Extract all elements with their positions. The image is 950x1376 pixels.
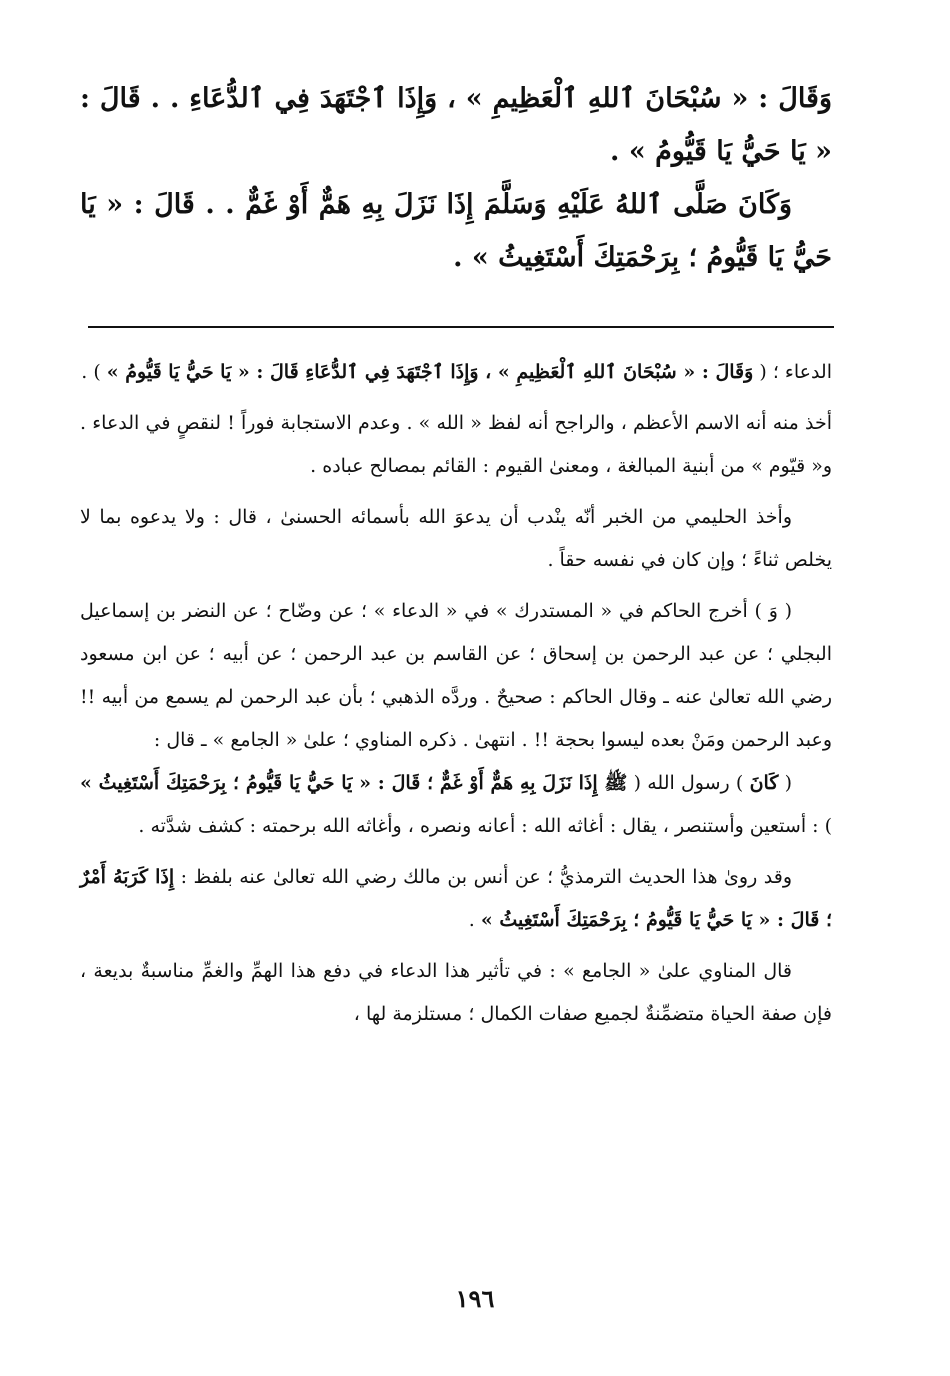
commentary-paragraph-5 bbox=[80, 762, 832, 848]
main-paragraph-2: وَكَانَ صَلَّى ٱللهُ عَلَيْهِ وَسَلَّمَ إِذَا نَزَلَ بِهِ هَمٌّ أَوْ غَمٌّ . . قَالَ : « يَا حَيُّ يَا قَيُّومُ ؛ بِرَحْمَتِكَ أَسْتَغِيثُ » . bbox=[80, 189, 832, 273]
commentary-text: وقد روىٰ هذا الحديث الترمذيُّ ؛ عن أنس بن مالك رضي الله تعالىٰ عنه بلفظ : bbox=[174, 866, 792, 888]
commentary-text: ) رسول الله ( bbox=[627, 772, 750, 794]
footnote-separator bbox=[88, 326, 834, 328]
commentary-text: . bbox=[468, 909, 481, 931]
commentary-paragraph-2: أخذ منه أنه الاسم الأعظم ، والراجح أنه لفظ « الله » . وعدم الاستجابة فوراً ! لنقصٍ في الدعاء . و« قيّوم » من أبنية المبالغة ، ومعنىٰ القيوم : القائم بمصالح عباده . bbox=[80, 412, 832, 477]
commentary-text: ( bbox=[778, 772, 793, 794]
hadith-quote: كَانَ bbox=[749, 772, 779, 794]
hadith-quote: ﷺ إِذَا نَزَلَ بِهِ هَمٌّ أَوْ غَمٌّ ؛ قَالَ : « يَا حَيُّ يَا قَيُّومُ ؛ بِرَحْمَتِكَ أَسْتَغِيثُ » bbox=[80, 772, 628, 794]
commentary-text: الدعاء ؛ ( bbox=[753, 361, 832, 383]
hadith-quote: إِذَا كَرَبَهُ أَمْرٌ ؛ قَالَ : « يَا حَيُّ يَا قَيُّومُ ؛ بِرَحْمَتِكَ أَسْتَغِيثُ » bbox=[80, 866, 832, 931]
page-number: ١٩٦ bbox=[455, 1284, 495, 1313]
main-text bbox=[80, 72, 832, 284]
hadith-quote: وَقَالَ : « سُبْحَانَ ٱللهِ ٱلْعَظِيمِ » ، وَإِذَا ٱجْتَهَدَ فِي ٱلدُّعَاءِ قَالَ : « يَا حَيُّ يَا قَيُّومُ » bbox=[106, 361, 754, 383]
commentary-paragraph-6 bbox=[80, 856, 832, 942]
commentary-paragraph-7: قال المناوي علىٰ « الجامع » : في تأثير هذا الدعاء في دفع هذا الهمِّ والغمِّ مناسبةٌ بديعة ، فإن صفة الحياة متضمِّنةٌ لجميع صفات الكمال ؛ مستلزمة لها ، bbox=[80, 960, 832, 1025]
commentary-paragraph-4: ( وَ ) أخرج الحاكم في « المستدرك » في « الدعاء » ؛ عن وضّاح ؛ عن النضر بن إسماعيل البجلي ؛ عن عبد الرحمن بن إسحاق ؛ عن القاسم بن عبد الرحمن ؛ عن أبيه ؛ عن ابن مسعود رضي الله تعالىٰ عنه ـ وقال الحاكم : صحيحٌ . وردَّه الذهبي ؛ بأن عبد الرحمن لم يسمع من أبيه !! وعبد الرحمن ومَنْ بعده ليسوا بحجة !! . انتهىٰ . ذكره المناوي ؛ علىٰ « الجامع » ـ قال : bbox=[80, 600, 832, 751]
main-paragraph-1: وَقَالَ : « سُبْحَانَ ٱللهِ ٱلْعَظِيمِ » ، وَإِذَا ٱجْتَهَدَ فِي ٱلدُّعَاءِ . . قَالَ : « يَا حَيُّ يَا قَيُّومُ » . bbox=[80, 83, 832, 167]
commentary bbox=[80, 351, 832, 1036]
commentary-text: ) . bbox=[81, 361, 107, 383]
commentary-text: ) : أستعين وأستنصر ، يقال : أغاثه الله : أعانه ونصره ، وأغاثه الله برحمته : كشف شدَّته . bbox=[138, 815, 832, 837]
commentary-paragraph-1 bbox=[80, 351, 832, 394]
commentary-paragraph-3: وأخذ الحليمي من الخبر أنّه ينْدب أن يدعوَ الله بأسمائه الحسنىٰ ، قال : ولا يدعوه بما لا يخلص ثناءً ؛ وإن كان في نفسه حقاً . bbox=[80, 506, 832, 571]
